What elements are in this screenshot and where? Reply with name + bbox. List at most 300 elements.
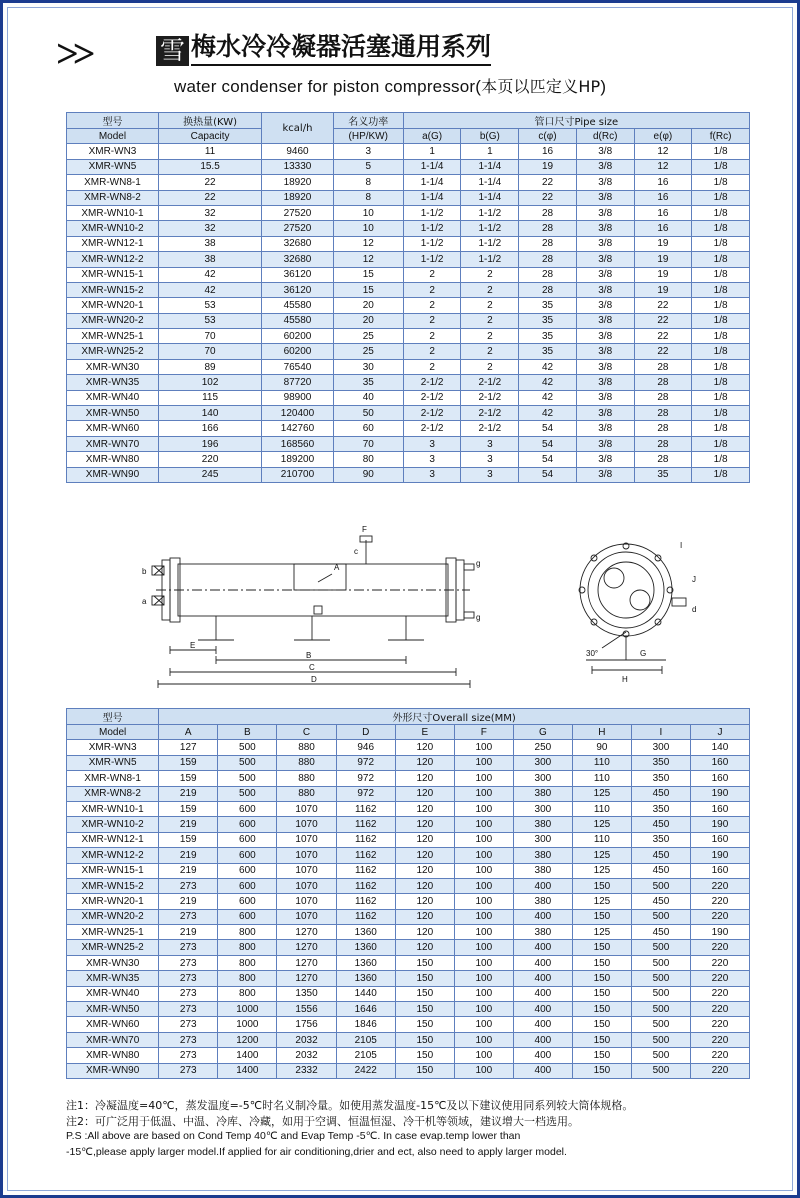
cell-value: 273 — [159, 986, 218, 1001]
cell-value: 880 — [277, 786, 336, 801]
drawing-svg — [66, 520, 750, 700]
cell-value: 120400 — [262, 406, 334, 421]
cell-value: 54 — [519, 467, 577, 482]
cell-value: 2 — [403, 313, 461, 328]
cell-value: 28 — [634, 436, 692, 451]
label-g-top: g — [476, 559, 481, 568]
cell-value: 500 — [631, 909, 690, 924]
cell-value: 220 — [690, 940, 749, 955]
cell-value: 18920 — [262, 190, 334, 205]
cell-value: 220 — [690, 1032, 749, 1047]
cell-value: 1/8 — [692, 313, 750, 328]
cell-value: 70 — [333, 436, 403, 451]
cell-model: XMR-WN10-1 — [67, 205, 159, 220]
cell-value: 220 — [690, 909, 749, 924]
cell-value: 450 — [631, 817, 690, 832]
cell-value: 300 — [631, 740, 690, 755]
cell-value: 90 — [333, 467, 403, 482]
cell-value: 40 — [333, 390, 403, 405]
cell-value: 110 — [572, 832, 631, 847]
cell-value: 3/8 — [576, 375, 634, 390]
cell-value: 168560 — [262, 436, 334, 451]
table-row — [67, 421, 750, 436]
cell-value: 1270 — [277, 955, 336, 970]
table-row — [67, 817, 750, 832]
fitting-g-bottom — [464, 612, 474, 618]
cell-value: 1070 — [277, 832, 336, 847]
cell-value: 1-1/2 — [461, 236, 519, 251]
cell-value: 28 — [519, 221, 577, 236]
cell-value: 300 — [513, 801, 572, 816]
cell-value: 25 — [333, 344, 403, 359]
product-drawing — [66, 520, 750, 700]
th-pipe-f: f(Rc) — [692, 129, 750, 144]
capacity-table-body — [67, 144, 750, 483]
cell-value: 400 — [513, 1017, 572, 1032]
cell-value: 22 — [519, 190, 577, 205]
cell-model: XMR-WN15-1 — [67, 267, 159, 282]
cell-model: XMR-WN10-2 — [67, 817, 159, 832]
cell-value: 1 — [403, 144, 461, 159]
table-row — [67, 467, 750, 482]
cell-value: 1070 — [277, 848, 336, 863]
th-pipe-b: b(G) — [461, 129, 519, 144]
cell-value: 2 — [403, 282, 461, 297]
cell-value: 150 — [395, 1063, 454, 1078]
cell-value: 273 — [159, 1048, 218, 1063]
cell-value: 219 — [159, 848, 218, 863]
cell-value: 450 — [631, 863, 690, 878]
cell-model: XMR-WN70 — [67, 1032, 159, 1047]
th-pipe-d: d(Rc) — [576, 129, 634, 144]
bolt-4 — [655, 619, 661, 625]
cell-value: 880 — [277, 755, 336, 770]
cell-value: 220 — [690, 971, 749, 986]
cell-value: 1/8 — [692, 329, 750, 344]
cell-model: XMR-WN25-1 — [67, 329, 159, 344]
cell-value: 1-1/4 — [461, 175, 519, 190]
label-30deg: 30° — [586, 649, 599, 658]
cell-value: 120 — [395, 801, 454, 816]
cell-value: 220 — [690, 1002, 749, 1017]
cell-model: XMR-WN35 — [67, 971, 159, 986]
cell-value: 53 — [158, 313, 261, 328]
cell-value: 210700 — [262, 467, 334, 482]
cell-value: 100 — [454, 986, 513, 1001]
cell-value: 28 — [634, 452, 692, 467]
table-row — [67, 436, 750, 451]
cell-value: 350 — [631, 771, 690, 786]
overall-header-row-2 — [67, 725, 750, 740]
cell-value: 1200 — [218, 1032, 277, 1047]
cell-value: 220 — [690, 894, 749, 909]
ps-line-2: -15℃,please apply larger model.If applied for air conditioning,drier and ect, also need to apply larger model. — [66, 1145, 567, 1158]
cell-model: XMR-WN10-2 — [67, 221, 159, 236]
capacity-header-row-1 — [67, 113, 750, 129]
cell-value: 50 — [333, 406, 403, 421]
cell-value: 100 — [454, 878, 513, 893]
table-row — [67, 848, 750, 863]
th-model-cn: 型号 — [67, 113, 159, 129]
cell-model: XMR-WN30 — [67, 955, 159, 970]
label-c: c — [354, 547, 358, 556]
cell-value: 150 — [572, 986, 631, 1001]
th-pipe-a: a(G) — [403, 129, 461, 144]
th2-dim-I: I — [631, 725, 690, 740]
cell-value: 1-1/4 — [461, 190, 519, 205]
cell-value: 1000 — [218, 1002, 277, 1017]
cell-value: 120 — [395, 894, 454, 909]
cell-value: 27520 — [262, 205, 334, 220]
cell-value: 100 — [454, 801, 513, 816]
cell-value: 1-1/4 — [461, 159, 519, 174]
cell-model: XMR-WN20-2 — [67, 313, 159, 328]
cell-value: 150 — [572, 909, 631, 924]
cell-value: 1-1/2 — [461, 221, 519, 236]
cell-value: 1/8 — [692, 406, 750, 421]
cell-value: 946 — [336, 740, 395, 755]
cell-value: 100 — [454, 817, 513, 832]
cell-value: 28 — [519, 252, 577, 267]
table-row — [67, 390, 750, 405]
cell-value: 38 — [158, 252, 261, 267]
cell-value: 273 — [159, 1063, 218, 1078]
table-row — [67, 452, 750, 467]
cell-value: 3 — [333, 144, 403, 159]
cell-model: XMR-WN20-2 — [67, 909, 159, 924]
cell-value: 600 — [218, 848, 277, 863]
endview-inner — [598, 562, 654, 618]
cell-value: 1-1/2 — [461, 205, 519, 220]
cell-value: 30 — [333, 359, 403, 374]
cell-value: 3/8 — [576, 421, 634, 436]
table-row — [67, 190, 750, 205]
th-model-en: Model — [67, 129, 159, 144]
cell-value: 1/8 — [692, 375, 750, 390]
cell-value: 1/8 — [692, 467, 750, 482]
cell-value: 28 — [634, 390, 692, 405]
cell-value: 1350 — [277, 986, 336, 1001]
cell-model: XMR-WN10-1 — [67, 801, 159, 816]
cell-value: 22 — [158, 175, 261, 190]
cell-value: 3 — [461, 452, 519, 467]
cell-model: XMR-WN90 — [67, 1063, 159, 1078]
cell-value: 100 — [454, 1063, 513, 1078]
cell-value: 1360 — [336, 955, 395, 970]
cell-value: 2 — [403, 344, 461, 359]
footnotes — [66, 1098, 756, 1160]
cell-value: 150 — [395, 1017, 454, 1032]
cell-value: 350 — [631, 832, 690, 847]
cell-value: 380 — [513, 925, 572, 940]
page-title-en-cn: 本页以匹定义HP — [481, 77, 601, 96]
cell-model: XMR-WN25-1 — [67, 925, 159, 940]
cell-value: 1-1/2 — [461, 252, 519, 267]
table-row — [67, 375, 750, 390]
table-row — [67, 1048, 750, 1063]
table-row — [67, 832, 750, 847]
cell-model: XMR-WN25-2 — [67, 344, 159, 359]
cell-value: 150 — [572, 1002, 631, 1017]
note-2: 注2：可广泛用于低温、中温、冷库、冷藏，如用于空调、恒温恒湿、冷干机等领域，建议增大一档选用。 — [66, 1114, 579, 1128]
cell-value: 3 — [403, 467, 461, 482]
cell-model: XMR-WN20-1 — [67, 894, 159, 909]
cell-model: XMR-WN15-1 — [67, 863, 159, 878]
page-header — [8, 8, 792, 110]
th-pipe-size: 管口尺寸Pipe size — [403, 113, 749, 129]
label-I: I — [680, 541, 683, 550]
cell-value: 500 — [631, 1063, 690, 1078]
cell-value: 32 — [158, 205, 261, 220]
cell-value: 100 — [454, 940, 513, 955]
cell-value: 219 — [159, 786, 218, 801]
cell-value: 972 — [336, 755, 395, 770]
cell-value: 110 — [572, 771, 631, 786]
cell-value: 54 — [519, 421, 577, 436]
cell-value: 100 — [454, 786, 513, 801]
capacity-header-row-2 — [67, 129, 750, 144]
cell-value: 2-1/2 — [403, 390, 461, 405]
cell-value: 3 — [403, 436, 461, 451]
cell-value: 220 — [690, 986, 749, 1001]
cell-value: 10 — [333, 205, 403, 220]
cell-value: 70 — [158, 344, 261, 359]
cell-value: 1-1/2 — [403, 205, 461, 220]
cell-value: 150 — [572, 1048, 631, 1063]
cell-value: 100 — [454, 909, 513, 924]
cell-value: 2 — [461, 282, 519, 297]
th2-dim-F: F — [454, 725, 513, 740]
cell-value: 189200 — [262, 452, 334, 467]
cell-value: 11 — [158, 144, 261, 159]
th2-model-cn: 型号 — [67, 709, 159, 725]
cell-value: 1162 — [336, 817, 395, 832]
cell-value: 22 — [634, 344, 692, 359]
table-row — [67, 298, 750, 313]
cell-model: XMR-WN8-2 — [67, 190, 159, 205]
cell-value: 219 — [159, 894, 218, 909]
cell-model: XMR-WN50 — [67, 406, 159, 421]
label-a: a — [142, 597, 147, 606]
cell-model: XMR-WN90 — [67, 467, 159, 482]
cell-value: 125 — [572, 925, 631, 940]
table-row — [67, 740, 750, 755]
cell-value: 350 — [631, 801, 690, 816]
cell-value: 35 — [333, 375, 403, 390]
cell-value: 190 — [690, 786, 749, 801]
cell-value: 87720 — [262, 375, 334, 390]
cell-value: 125 — [572, 817, 631, 832]
cell-value: 12 — [634, 144, 692, 159]
cell-value: 450 — [631, 786, 690, 801]
cell-model: XMR-WN12-1 — [67, 236, 159, 251]
cell-value: 2 — [461, 329, 519, 344]
cell-value: 125 — [572, 894, 631, 909]
cell-value: 32680 — [262, 236, 334, 251]
bolt-6 — [591, 619, 597, 625]
table-row — [67, 313, 750, 328]
cell-value: 600 — [218, 909, 277, 924]
cell-value: 1070 — [277, 863, 336, 878]
cell-value: 1000 — [218, 1017, 277, 1032]
cell-model: XMR-WN35 — [67, 375, 159, 390]
cell-value: 19 — [634, 252, 692, 267]
capacity-table — [66, 112, 750, 483]
cell-model: XMR-WN80 — [67, 1048, 159, 1063]
cell-value: 2-1/2 — [403, 421, 461, 436]
page-inner-border — [7, 7, 793, 1191]
cell-value: 150 — [395, 955, 454, 970]
cell-value: 1/8 — [692, 298, 750, 313]
cell-value: 1/8 — [692, 236, 750, 251]
cell-value: 19 — [519, 159, 577, 174]
cell-value: 22 — [634, 313, 692, 328]
label-d: d — [692, 605, 697, 614]
cell-value: 160 — [690, 771, 749, 786]
table-row — [67, 329, 750, 344]
cell-value: 140 — [690, 740, 749, 755]
cell-value: 3/8 — [576, 205, 634, 220]
cell-value: 150 — [572, 1063, 631, 1078]
cell-value: 3/8 — [576, 267, 634, 282]
cell-value: 2105 — [336, 1032, 395, 1047]
cell-value: 60 — [333, 421, 403, 436]
cell-value: 1-1/2 — [403, 221, 461, 236]
cell-value: 3/8 — [576, 359, 634, 374]
cell-value: 1/8 — [692, 252, 750, 267]
cell-value: 3/8 — [576, 467, 634, 482]
cell-value: 2 — [403, 359, 461, 374]
cell-value: 42 — [158, 267, 261, 282]
label-b: b — [142, 567, 147, 576]
cell-value: 80 — [333, 452, 403, 467]
cell-value: 159 — [159, 771, 218, 786]
cell-value: 28 — [634, 421, 692, 436]
cell-value: 19 — [634, 282, 692, 297]
cell-value: 120 — [395, 771, 454, 786]
cell-value: 150 — [395, 986, 454, 1001]
table-row — [67, 909, 750, 924]
cell-value: 196 — [158, 436, 261, 451]
cell-value: 273 — [159, 909, 218, 924]
table-row — [67, 282, 750, 297]
cell-value: 25 — [333, 329, 403, 344]
table-row — [67, 344, 750, 359]
th2-dim-E: E — [395, 725, 454, 740]
cell-value: 1846 — [336, 1017, 395, 1032]
cell-value: 380 — [513, 786, 572, 801]
cell-value: 142760 — [262, 421, 334, 436]
table-row — [67, 1032, 750, 1047]
cell-value: 1400 — [218, 1063, 277, 1078]
cell-value: 100 — [454, 740, 513, 755]
th-power-en: (HP/KW) — [333, 129, 403, 144]
cell-value: 1162 — [336, 848, 395, 863]
cell-value: 450 — [631, 925, 690, 940]
cell-value: 2 — [461, 344, 519, 359]
cell-value: 190 — [690, 817, 749, 832]
cell-model: XMR-WN50 — [67, 1002, 159, 1017]
cell-value: 500 — [218, 755, 277, 770]
label-F: F — [362, 525, 367, 534]
label-D: D — [311, 675, 317, 684]
cell-value: 100 — [454, 1032, 513, 1047]
cell-value: 120 — [395, 878, 454, 893]
ps-line-1: P.S :All above are based on Cond Temp 40℃ and Evap Temp -5℃. In case evap.temp lower than — [66, 1130, 521, 1142]
cell-value: 1/8 — [692, 452, 750, 467]
cell-value: 500 — [631, 971, 690, 986]
cell-value: 220 — [690, 1048, 749, 1063]
cell-value: 500 — [218, 786, 277, 801]
cell-model: XMR-WN20-1 — [67, 298, 159, 313]
capacity-table-head — [67, 113, 750, 144]
cell-value: 1162 — [336, 894, 395, 909]
cell-value: 273 — [159, 1002, 218, 1017]
cell-value: 1440 — [336, 986, 395, 1001]
cell-value: 3/8 — [576, 159, 634, 174]
cell-value: 1162 — [336, 801, 395, 816]
cell-value: 150 — [572, 940, 631, 955]
cell-value: 54 — [519, 452, 577, 467]
cell-model: XMR-WN12-1 — [67, 832, 159, 847]
cell-value: 160 — [690, 755, 749, 770]
cell-value: 250 — [513, 740, 572, 755]
cell-value: 1/8 — [692, 267, 750, 282]
cell-value: 219 — [159, 817, 218, 832]
cell-model: XMR-WN60 — [67, 1017, 159, 1032]
cell-value: 3/8 — [576, 236, 634, 251]
cell-value: 125 — [572, 863, 631, 878]
cell-value: 100 — [454, 1002, 513, 1017]
cell-value: 100 — [454, 771, 513, 786]
brand-logo-mark: 雪 — [156, 36, 189, 66]
cell-value: 16 — [519, 144, 577, 159]
cell-value: 500 — [631, 986, 690, 1001]
cell-value: 36120 — [262, 267, 334, 282]
cell-value: 28 — [634, 375, 692, 390]
th2-model-en: Model — [67, 725, 159, 740]
cell-value: 400 — [513, 940, 572, 955]
cell-value: 1070 — [277, 817, 336, 832]
cell-value: 8 — [333, 190, 403, 205]
cell-value: 2 — [461, 298, 519, 313]
cell-value: 1-1/4 — [403, 175, 461, 190]
cell-value: 219 — [159, 925, 218, 940]
endview-flange — [588, 552, 664, 628]
cell-value: 13330 — [262, 159, 334, 174]
table-row — [67, 406, 750, 421]
cell-value: 400 — [513, 1002, 572, 1017]
cell-value: 2-1/2 — [461, 390, 519, 405]
cell-value: 3/8 — [576, 329, 634, 344]
cell-value: 880 — [277, 740, 336, 755]
cell-value: 120 — [395, 863, 454, 878]
cell-model: XMR-WN3 — [67, 144, 159, 159]
cell-value: 380 — [513, 848, 572, 863]
cell-value: 159 — [159, 832, 218, 847]
cell-value: 120 — [395, 832, 454, 847]
cell-value: 2332 — [277, 1063, 336, 1078]
table-row — [67, 267, 750, 282]
cell-model: XMR-WN25-2 — [67, 940, 159, 955]
cell-value: 19 — [634, 267, 692, 282]
table-row — [67, 159, 750, 174]
cell-value: 35 — [634, 467, 692, 482]
cell-value: 100 — [454, 925, 513, 940]
cell-value: 28 — [519, 236, 577, 251]
cell-value: 42 — [519, 406, 577, 421]
cell-value: 22 — [634, 298, 692, 313]
